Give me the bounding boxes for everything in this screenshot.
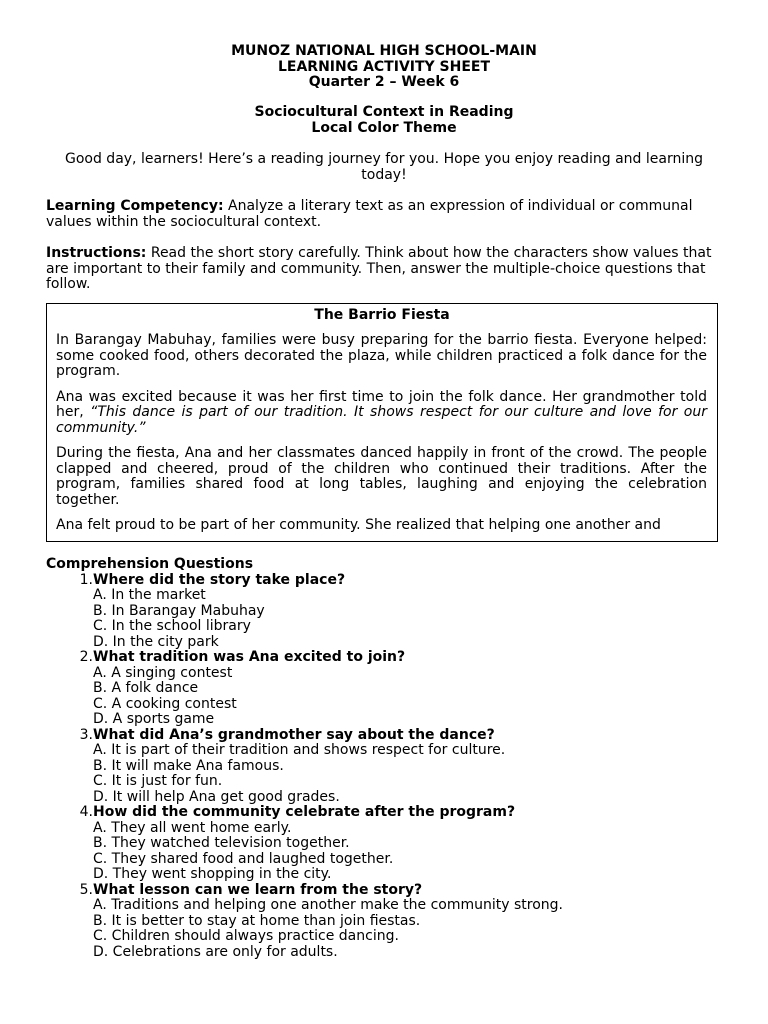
school-name: MUNOZ NATIONAL HIGH SCHOOL-MAIN	[231, 43, 537, 59]
sheet-title: LEARNING ACTIVITY SHEET	[277, 58, 491, 75]
question-number: 1.	[79, 571, 93, 588]
questions-title: Comprehension Questions	[46, 556, 254, 572]
question-text: What tradition was Ana excited to join?	[93, 649, 406, 665]
answer-option: D. Celebrations are only for adults.	[93, 943, 338, 960]
answer-option: C. It is just for fun.	[93, 773, 223, 789]
answer-option: A. They all went home early.	[93, 819, 292, 836]
answer-option: B. It is better to stay at home than join fiestas.	[93, 912, 421, 929]
story-paragraph-4: Ana felt proud to be part of her community. She realized that helping one another and	[56, 517, 661, 533]
greeting-text: Good day, learners! Here’s a reading journey for you. Hope you enjoy reading and learning today!	[64, 151, 704, 183]
question-item	[46, 650, 722, 728]
question-text: Where did the story take place?	[93, 571, 346, 588]
question-text: What lesson can we learn from the story?	[93, 881, 423, 898]
story-paragraph-2-lead: Ana was excited because it was her first time to join the folk dance. Her grandmother told her,	[56, 388, 707, 420]
competency-label: Learning Competency:	[46, 198, 224, 214]
answer-option: D. A sports game	[93, 711, 215, 727]
topic-line-1: Sociocultural Context in Reading	[254, 104, 514, 120]
quarter-week: Quarter 2 – Week 6	[308, 74, 460, 90]
question-number: 3.	[79, 726, 93, 743]
answer-option: D. In the city park	[93, 633, 219, 650]
instructions-text: Read the short story carefully. Think about how the characters show values that are important to their family and community. Then, answer the multiple-choice questions that follow.	[46, 245, 712, 292]
topic-line-2: Local Color Theme	[311, 119, 457, 136]
question-item	[46, 728, 722, 806]
question-item	[46, 883, 722, 961]
answer-option: D. They went shopping in the city.	[93, 866, 332, 882]
learning-competency	[46, 199, 722, 230]
story-box	[46, 303, 718, 542]
grandmother-quote: “This dance is part of our tradition. It shows respect for our culture and love for our community.”	[56, 404, 707, 436]
question-text: How did the community celebrate after the program?	[93, 804, 516, 820]
document-header	[0, 44, 768, 91]
question-item	[46, 805, 722, 883]
question-number: 4.	[79, 804, 93, 820]
answer-option: A. It is part of their tradition and shows respect for culture.	[93, 742, 506, 758]
question-item	[46, 573, 722, 651]
topic-heading	[0, 105, 768, 136]
instructions-label: Instructions:	[46, 245, 147, 261]
comprehension-questions	[46, 557, 722, 960]
answer-option: B. It will make Ana famous.	[93, 757, 284, 774]
story-paragraph-3: During the fiesta, Ana and her classmates danced happily in front of the crowd. The people clapped and cheered, proud of the children who continued their traditions. After the program, families shared food at long tables, laughing and enjoying the celebration together.	[56, 445, 707, 508]
answer-option: A. A singing contest	[93, 664, 233, 681]
story-body	[47, 333, 717, 534]
answer-option: D. It will help Ana get good grades.	[93, 788, 340, 805]
question-text: What did Ana’s grandmother say about the dance?	[93, 726, 495, 743]
answer-option: B. In Barangay Mabuhay	[93, 602, 265, 619]
story-title: The Barrio Fiesta	[314, 307, 450, 323]
story-paragraph-2	[56, 390, 707, 437]
story-paragraph-1: In Barangay Mabuhay, families were busy preparing for the barrio fiesta. Everyone helped: some cooked food, others decorated the plaza, while children practiced a folk dance for the program.	[56, 332, 707, 379]
answer-option: A. In the market	[93, 587, 206, 603]
answer-option: B. They watched television together.	[93, 835, 350, 851]
answer-option: C. A cooking contest	[93, 695, 237, 712]
answer-option: C. Children should always practice dancing.	[93, 928, 399, 944]
answer-option: C. In the school library	[93, 618, 251, 634]
question-number: 2.	[79, 649, 93, 665]
answer-option: C. They shared food and laughed together.	[93, 850, 394, 867]
answer-option: B. A folk dance	[93, 680, 199, 696]
answer-option: A. Traditions and helping one another make the community strong.	[93, 897, 563, 913]
question-number: 5.	[79, 881, 93, 898]
competency-text: Analyze a literary text as an expression of individual or communal values within the sociocultural context.	[46, 198, 693, 230]
instructions	[46, 246, 722, 293]
